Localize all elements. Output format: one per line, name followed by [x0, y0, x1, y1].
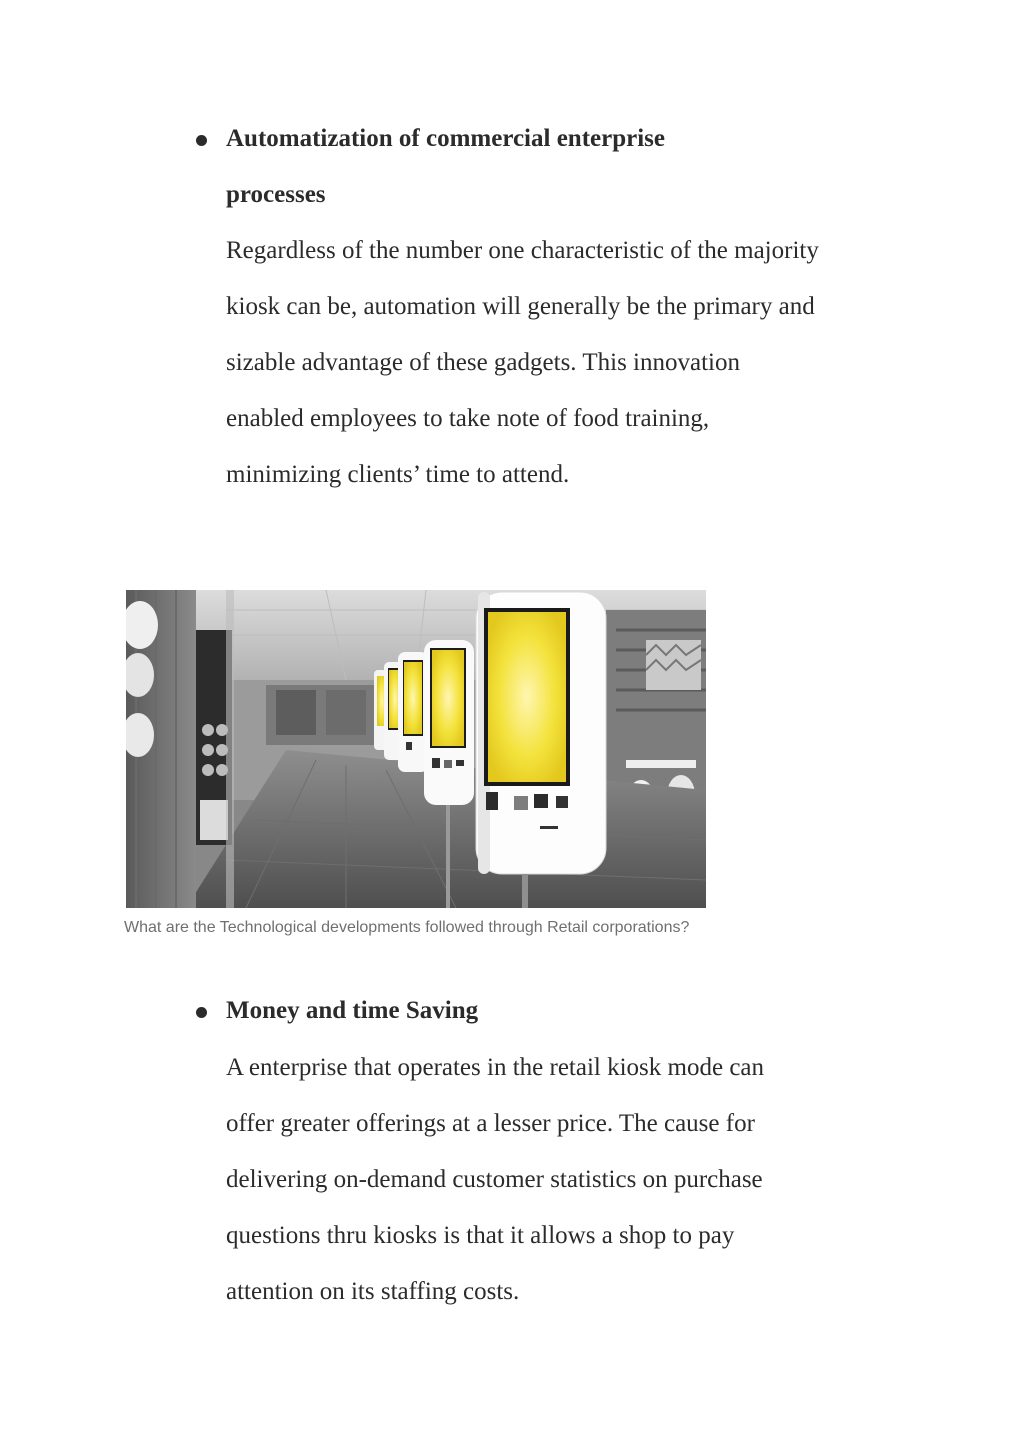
- paragraph-line: sizable advantage of these gadgets. This innovation: [226, 349, 740, 376]
- kiosk-photo: [126, 590, 706, 908]
- paragraph-line: kiosk can be, automation will generally be the primary and: [226, 293, 815, 320]
- paragraph-line: minimizing clients’ time to attend.: [226, 461, 570, 488]
- heading-line: Money and time Saving: [226, 997, 479, 1024]
- section-paragraph: [226, 223, 916, 503]
- section-paragraph: [226, 1040, 916, 1320]
- paragraph-line: attention on its staffing costs.: [226, 1278, 520, 1305]
- paragraph-line: A enterprise that operates in the retail kiosk mode can: [226, 1054, 765, 1081]
- paragraph-line: delivering on-demand customer statistics on purchase: [226, 1166, 763, 1193]
- section-heading: [226, 983, 846, 1039]
- paragraph-line: questions thru kiosks is that it allows a shop to pay: [226, 1222, 735, 1249]
- paragraph-line: enabled employees to take note of food training,: [226, 405, 710, 432]
- section-heading: [226, 111, 846, 223]
- paragraph-line: offer greater offerings at a lesser price. The cause for: [226, 1110, 755, 1137]
- bullet-dot-icon: [196, 135, 207, 146]
- bullet-dot-icon: [196, 1007, 207, 1018]
- heading-line: Automatization of commercial enterprise: [226, 125, 665, 152]
- image-caption: What are the Technological developments followed through Retail corporations?: [124, 919, 690, 936]
- heading-line: processes: [226, 181, 326, 208]
- paragraph-line: Regardless of the number one characteristic of the majority: [226, 237, 819, 264]
- kiosk-illustration: [126, 590, 706, 908]
